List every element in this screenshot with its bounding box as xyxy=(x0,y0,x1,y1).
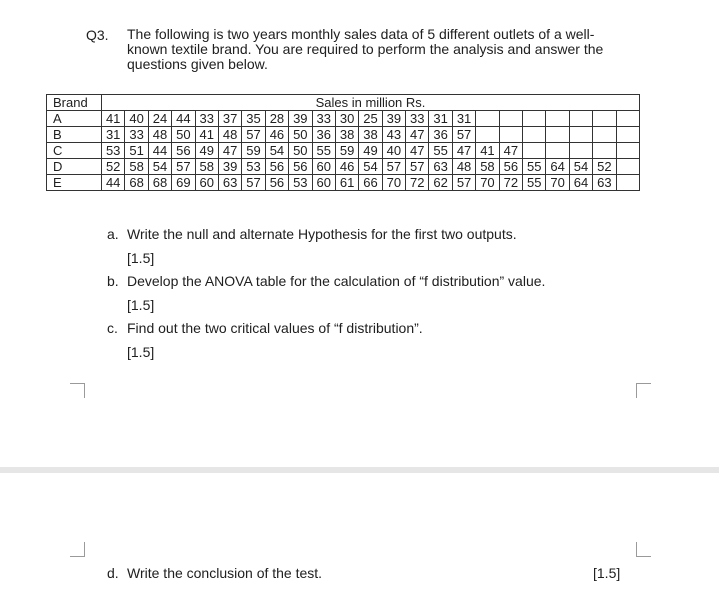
subquestion-text: Write the null and alternate Hypothesis for the first two outputs. xyxy=(127,226,517,242)
sales-cell: 54 xyxy=(265,143,288,159)
sales-cell: 49 xyxy=(195,143,218,159)
sales-cell: 44 xyxy=(148,143,171,159)
sales-cell: 44 xyxy=(172,111,195,127)
sales-cell xyxy=(593,143,616,159)
sales-cell: 58 xyxy=(195,159,218,175)
sales-cell: 39 xyxy=(218,159,241,175)
brand-cell: B xyxy=(47,127,102,143)
sales-cell xyxy=(616,143,639,159)
sales-cell: 57 xyxy=(406,159,429,175)
sales-cell: 37 xyxy=(218,111,241,127)
sales-cell: 54 xyxy=(148,159,171,175)
subquestion-mark: [1.5] xyxy=(127,344,155,360)
brand-cell: D xyxy=(47,159,102,175)
brand-cell: A xyxy=(47,111,102,127)
sales-cell: 44 xyxy=(102,175,125,191)
sales-cell: 60 xyxy=(312,159,335,175)
question-line: questions given below. xyxy=(127,56,268,72)
sales-cell: 68 xyxy=(125,175,148,191)
sales-cell: 33 xyxy=(125,127,148,143)
sales-cell xyxy=(569,143,592,159)
sales-cell: 50 xyxy=(289,127,312,143)
margin-corner-mark xyxy=(70,542,85,557)
sales-cell: 35 xyxy=(242,111,265,127)
subquestion-letter: b. xyxy=(107,273,119,289)
sales-cell: 58 xyxy=(476,159,499,175)
sales-cell: 36 xyxy=(429,127,452,143)
sales-cell: 72 xyxy=(406,175,429,191)
sales-cell: 66 xyxy=(359,175,382,191)
sales-cell: 56 xyxy=(265,159,288,175)
sales-cell: 57 xyxy=(452,127,475,143)
sales-cell: 57 xyxy=(172,159,195,175)
sales-cell xyxy=(569,111,592,127)
sales-cell: 40 xyxy=(382,143,405,159)
sales-cell xyxy=(546,143,569,159)
sales-cell: 24 xyxy=(148,111,171,127)
subquestion-c xyxy=(107,320,423,336)
sales-cell: 70 xyxy=(382,175,405,191)
question-text xyxy=(127,27,627,72)
sales-cell: 61 xyxy=(335,175,358,191)
sales-cell: 56 xyxy=(499,159,522,175)
subquestion-letter: a. xyxy=(107,226,119,242)
question-line: The following is two years monthly sales data of 5 different outlets of a well- xyxy=(127,26,595,42)
subquestion-d xyxy=(107,565,322,581)
brand-header: Brand xyxy=(47,95,102,111)
margin-corner-mark xyxy=(70,383,85,398)
sales-cell: 52 xyxy=(102,159,125,175)
sales-cell xyxy=(593,111,616,127)
margin-corner-mark xyxy=(636,383,651,398)
sales-cell: 68 xyxy=(148,175,171,191)
sales-cell: 46 xyxy=(265,127,288,143)
sales-cell: 55 xyxy=(429,143,452,159)
sales-cell: 30 xyxy=(335,111,358,127)
sales-cell: 54 xyxy=(359,159,382,175)
subquestion-mark: [1.5] xyxy=(127,250,155,266)
sales-cell: 56 xyxy=(172,143,195,159)
question-number: Q3. xyxy=(86,27,109,43)
sales-cell: 59 xyxy=(242,143,265,159)
sales-cell: 64 xyxy=(546,159,569,175)
sales-cell xyxy=(523,111,546,127)
sales-cell xyxy=(616,159,639,175)
sales-cell: 69 xyxy=(172,175,195,191)
sales-cell: 55 xyxy=(523,175,546,191)
sales-cell: 28 xyxy=(265,111,288,127)
sales-cell xyxy=(523,143,546,159)
sales-cell: 49 xyxy=(359,143,382,159)
sales-header: Sales in million Rs. xyxy=(102,95,640,111)
subquestion-mark: [1.5] xyxy=(127,297,155,313)
sales-cell: 53 xyxy=(242,159,265,175)
sales-cell xyxy=(499,127,522,143)
subquestion-letter: c. xyxy=(107,320,118,336)
sales-cell xyxy=(616,111,639,127)
sales-cell xyxy=(616,175,639,191)
sales-cell: 40 xyxy=(125,111,148,127)
sales-cell: 57 xyxy=(452,175,475,191)
sales-cell: 52 xyxy=(593,159,616,175)
table-row xyxy=(47,143,640,159)
sales-cell: 63 xyxy=(593,175,616,191)
sales-cell xyxy=(499,111,522,127)
sales-cell: 57 xyxy=(242,127,265,143)
sales-cell: 63 xyxy=(218,175,241,191)
sales-cell: 41 xyxy=(476,143,499,159)
sales-table xyxy=(46,94,640,191)
sales-cell: 56 xyxy=(289,159,312,175)
sales-cell: 50 xyxy=(172,127,195,143)
subquestion-text: Write the conclusion of the test. xyxy=(127,565,323,581)
sales-cell: 36 xyxy=(312,127,335,143)
sales-cell xyxy=(546,111,569,127)
sales-cell: 72 xyxy=(499,175,522,191)
sales-cell: 38 xyxy=(359,127,382,143)
sales-cell: 47 xyxy=(499,143,522,159)
sales-cell: 53 xyxy=(289,175,312,191)
sales-cell: 46 xyxy=(335,159,358,175)
sales-cell: 38 xyxy=(335,127,358,143)
subquestion-text: Develop the ANOVA table for the calculation of “f distribution” value. xyxy=(127,273,546,289)
sales-cell: 70 xyxy=(546,175,569,191)
sales-cell: 39 xyxy=(382,111,405,127)
sales-cell: 56 xyxy=(265,175,288,191)
page-two xyxy=(0,473,719,612)
sales-cell: 54 xyxy=(569,159,592,175)
sales-cell xyxy=(616,127,639,143)
sales-cell: 48 xyxy=(148,127,171,143)
sales-cell: 60 xyxy=(195,175,218,191)
sales-cell: 62 xyxy=(429,175,452,191)
sales-cell: 60 xyxy=(312,175,335,191)
sales-cell: 33 xyxy=(312,111,335,127)
sales-cell: 55 xyxy=(523,159,546,175)
sales-cell: 70 xyxy=(476,175,499,191)
sales-cell: 47 xyxy=(406,127,429,143)
sales-cell xyxy=(523,127,546,143)
sales-cell: 33 xyxy=(406,111,429,127)
sales-cell xyxy=(476,111,499,127)
sales-cell: 53 xyxy=(102,143,125,159)
brand-cell: C xyxy=(47,143,102,159)
sales-cell: 41 xyxy=(102,111,125,127)
table-row xyxy=(47,127,640,143)
margin-corner-mark xyxy=(636,542,651,557)
sales-cell: 47 xyxy=(452,143,475,159)
sales-cell: 25 xyxy=(359,111,382,127)
sales-cell: 31 xyxy=(429,111,452,127)
sales-cell: 57 xyxy=(382,159,405,175)
table-row xyxy=(47,175,640,191)
sales-cell: 55 xyxy=(312,143,335,159)
sales-cell: 51 xyxy=(125,143,148,159)
sales-cell: 48 xyxy=(218,127,241,143)
sales-cell: 47 xyxy=(218,143,241,159)
sales-cell xyxy=(593,127,616,143)
sales-cell: 39 xyxy=(289,111,312,127)
sales-cell: 31 xyxy=(102,127,125,143)
sales-cell: 31 xyxy=(452,111,475,127)
brand-cell: E xyxy=(47,175,102,191)
sales-cell xyxy=(476,127,499,143)
subquestion-mark: [1.5] xyxy=(593,565,621,581)
sales-cell: 58 xyxy=(125,159,148,175)
subquestion-letter: d. xyxy=(107,565,119,581)
sales-cell: 48 xyxy=(452,159,475,175)
sales-cell: 41 xyxy=(195,127,218,143)
sales-cell: 59 xyxy=(335,143,358,159)
question-line: known textile brand. You are required to perform the analysis and answer the xyxy=(127,41,604,57)
subquestion-a xyxy=(107,226,517,242)
sales-cell: 33 xyxy=(195,111,218,127)
sales-cell: 57 xyxy=(242,175,265,191)
subquestion-text: Find out the two critical values of “f distribution”. xyxy=(127,320,423,336)
table-header-row xyxy=(47,95,640,111)
sales-cell: 50 xyxy=(289,143,312,159)
sales-cell: 63 xyxy=(429,159,452,175)
sales-cell xyxy=(546,127,569,143)
sales-cell: 43 xyxy=(382,127,405,143)
table-row xyxy=(47,111,640,127)
sales-cell xyxy=(569,127,592,143)
sales-cell: 64 xyxy=(569,175,592,191)
table-row xyxy=(47,159,640,175)
subquestion-b xyxy=(107,273,545,289)
sales-cell: 47 xyxy=(406,143,429,159)
